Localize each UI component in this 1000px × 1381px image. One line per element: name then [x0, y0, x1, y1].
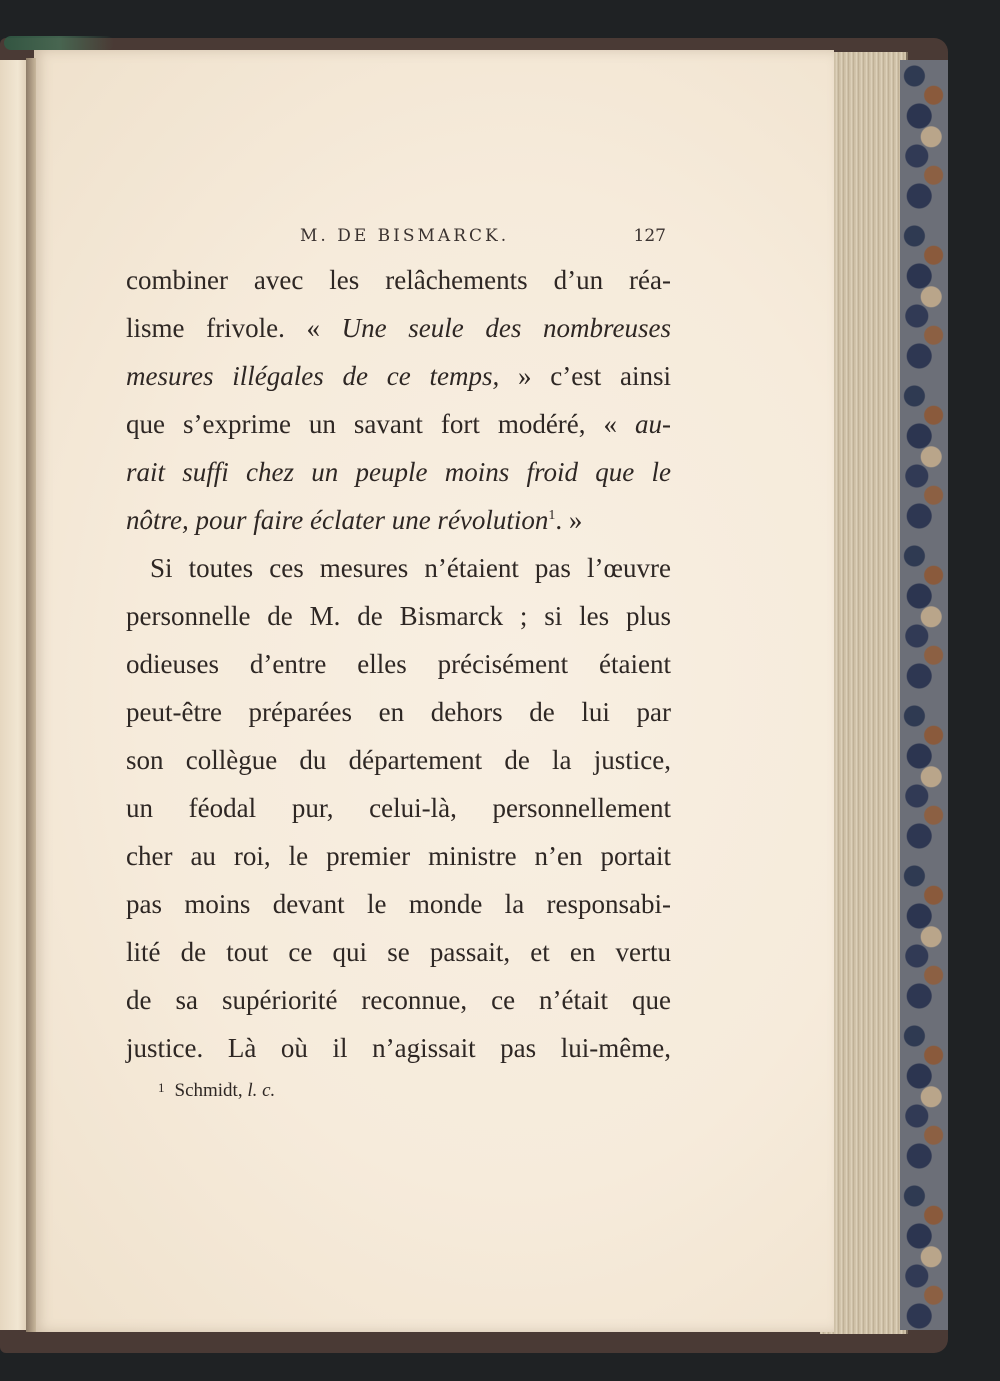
- page-number: 127: [633, 226, 666, 246]
- text-line-17: [126, 1024, 671, 1072]
- text-line-16: [126, 976, 671, 1024]
- text-line-12: [126, 784, 671, 832]
- text-line-11: [126, 736, 671, 784]
- text-span: lisme frivole. «: [126, 313, 342, 343]
- book-gutter: [26, 58, 36, 1332]
- italic-span: nôtre, pour faire éclater une révolution: [126, 505, 549, 535]
- text-line-6: [126, 496, 671, 544]
- ribbon-bookmark: [4, 36, 114, 50]
- text-line-15: [126, 928, 671, 976]
- text-line-8: [126, 592, 671, 640]
- footnote: [158, 1080, 275, 1102]
- text-line-5: [126, 448, 671, 496]
- text-line-13: [126, 832, 671, 880]
- footnote-mark: 1: [158, 1080, 165, 1095]
- text-line-14: [126, 880, 671, 928]
- text-span: justice. Là où il n’agissait pas lui-même,: [126, 1033, 671, 1063]
- text-line-2: [126, 304, 671, 352]
- running-title: M. DE BISMARCK.: [300, 226, 510, 246]
- text-span: combiner avec les relâchements d’un réa-: [126, 265, 671, 295]
- text-line-3: [126, 352, 671, 400]
- text-span: son collègue du département de la justice,: [126, 745, 671, 775]
- italic-span: Une seule des nombreuses: [341, 313, 671, 343]
- body-text: [126, 256, 671, 1072]
- footnote-author: Schmidt,: [174, 1080, 243, 1101]
- text-line-10: [126, 688, 671, 736]
- text-span: cher au roi, le premier ministre n’en portait: [126, 841, 671, 871]
- text-span: lité de tout ce qui se passait, et en vertu: [126, 937, 671, 967]
- text-span: de sa supériorité reconnue, ce n’était que: [126, 985, 671, 1015]
- text-span: que s’exprime un savant fort modéré, «: [126, 409, 635, 439]
- text-line-1: [126, 256, 671, 304]
- text-line-7: [126, 544, 671, 592]
- text-span: pas moins devant le monde la responsabi-: [126, 889, 671, 919]
- text-line-9: [126, 640, 671, 688]
- text-span: » c’est ainsi: [499, 361, 671, 391]
- italic-span: rait suffi chez un peuple moins froid que le: [126, 457, 671, 487]
- italic-span: mesures illégales de ce temps,: [126, 361, 500, 391]
- italic-span: au-: [635, 409, 671, 439]
- text-span: peut-être préparées en dehors de lui par: [126, 697, 671, 727]
- text-line-4: [126, 400, 671, 448]
- running-head: [125, 222, 670, 252]
- text-span: . »: [555, 505, 583, 535]
- footnote-ref: 1: [548, 508, 556, 523]
- text-span: un féodal pur, celui-là, personnellement: [126, 793, 671, 823]
- footnote-ref-text: l. c.: [247, 1080, 276, 1101]
- marbled-fore-edge: [900, 60, 948, 1330]
- text-span: Si toutes ces mesures n’étaient pas l’œuvre: [150, 553, 671, 583]
- text-span: odieuses d’entre elles précisément étaient: [126, 649, 671, 679]
- text-span: personnelle de M. de Bismarck ; si les plus: [126, 601, 671, 631]
